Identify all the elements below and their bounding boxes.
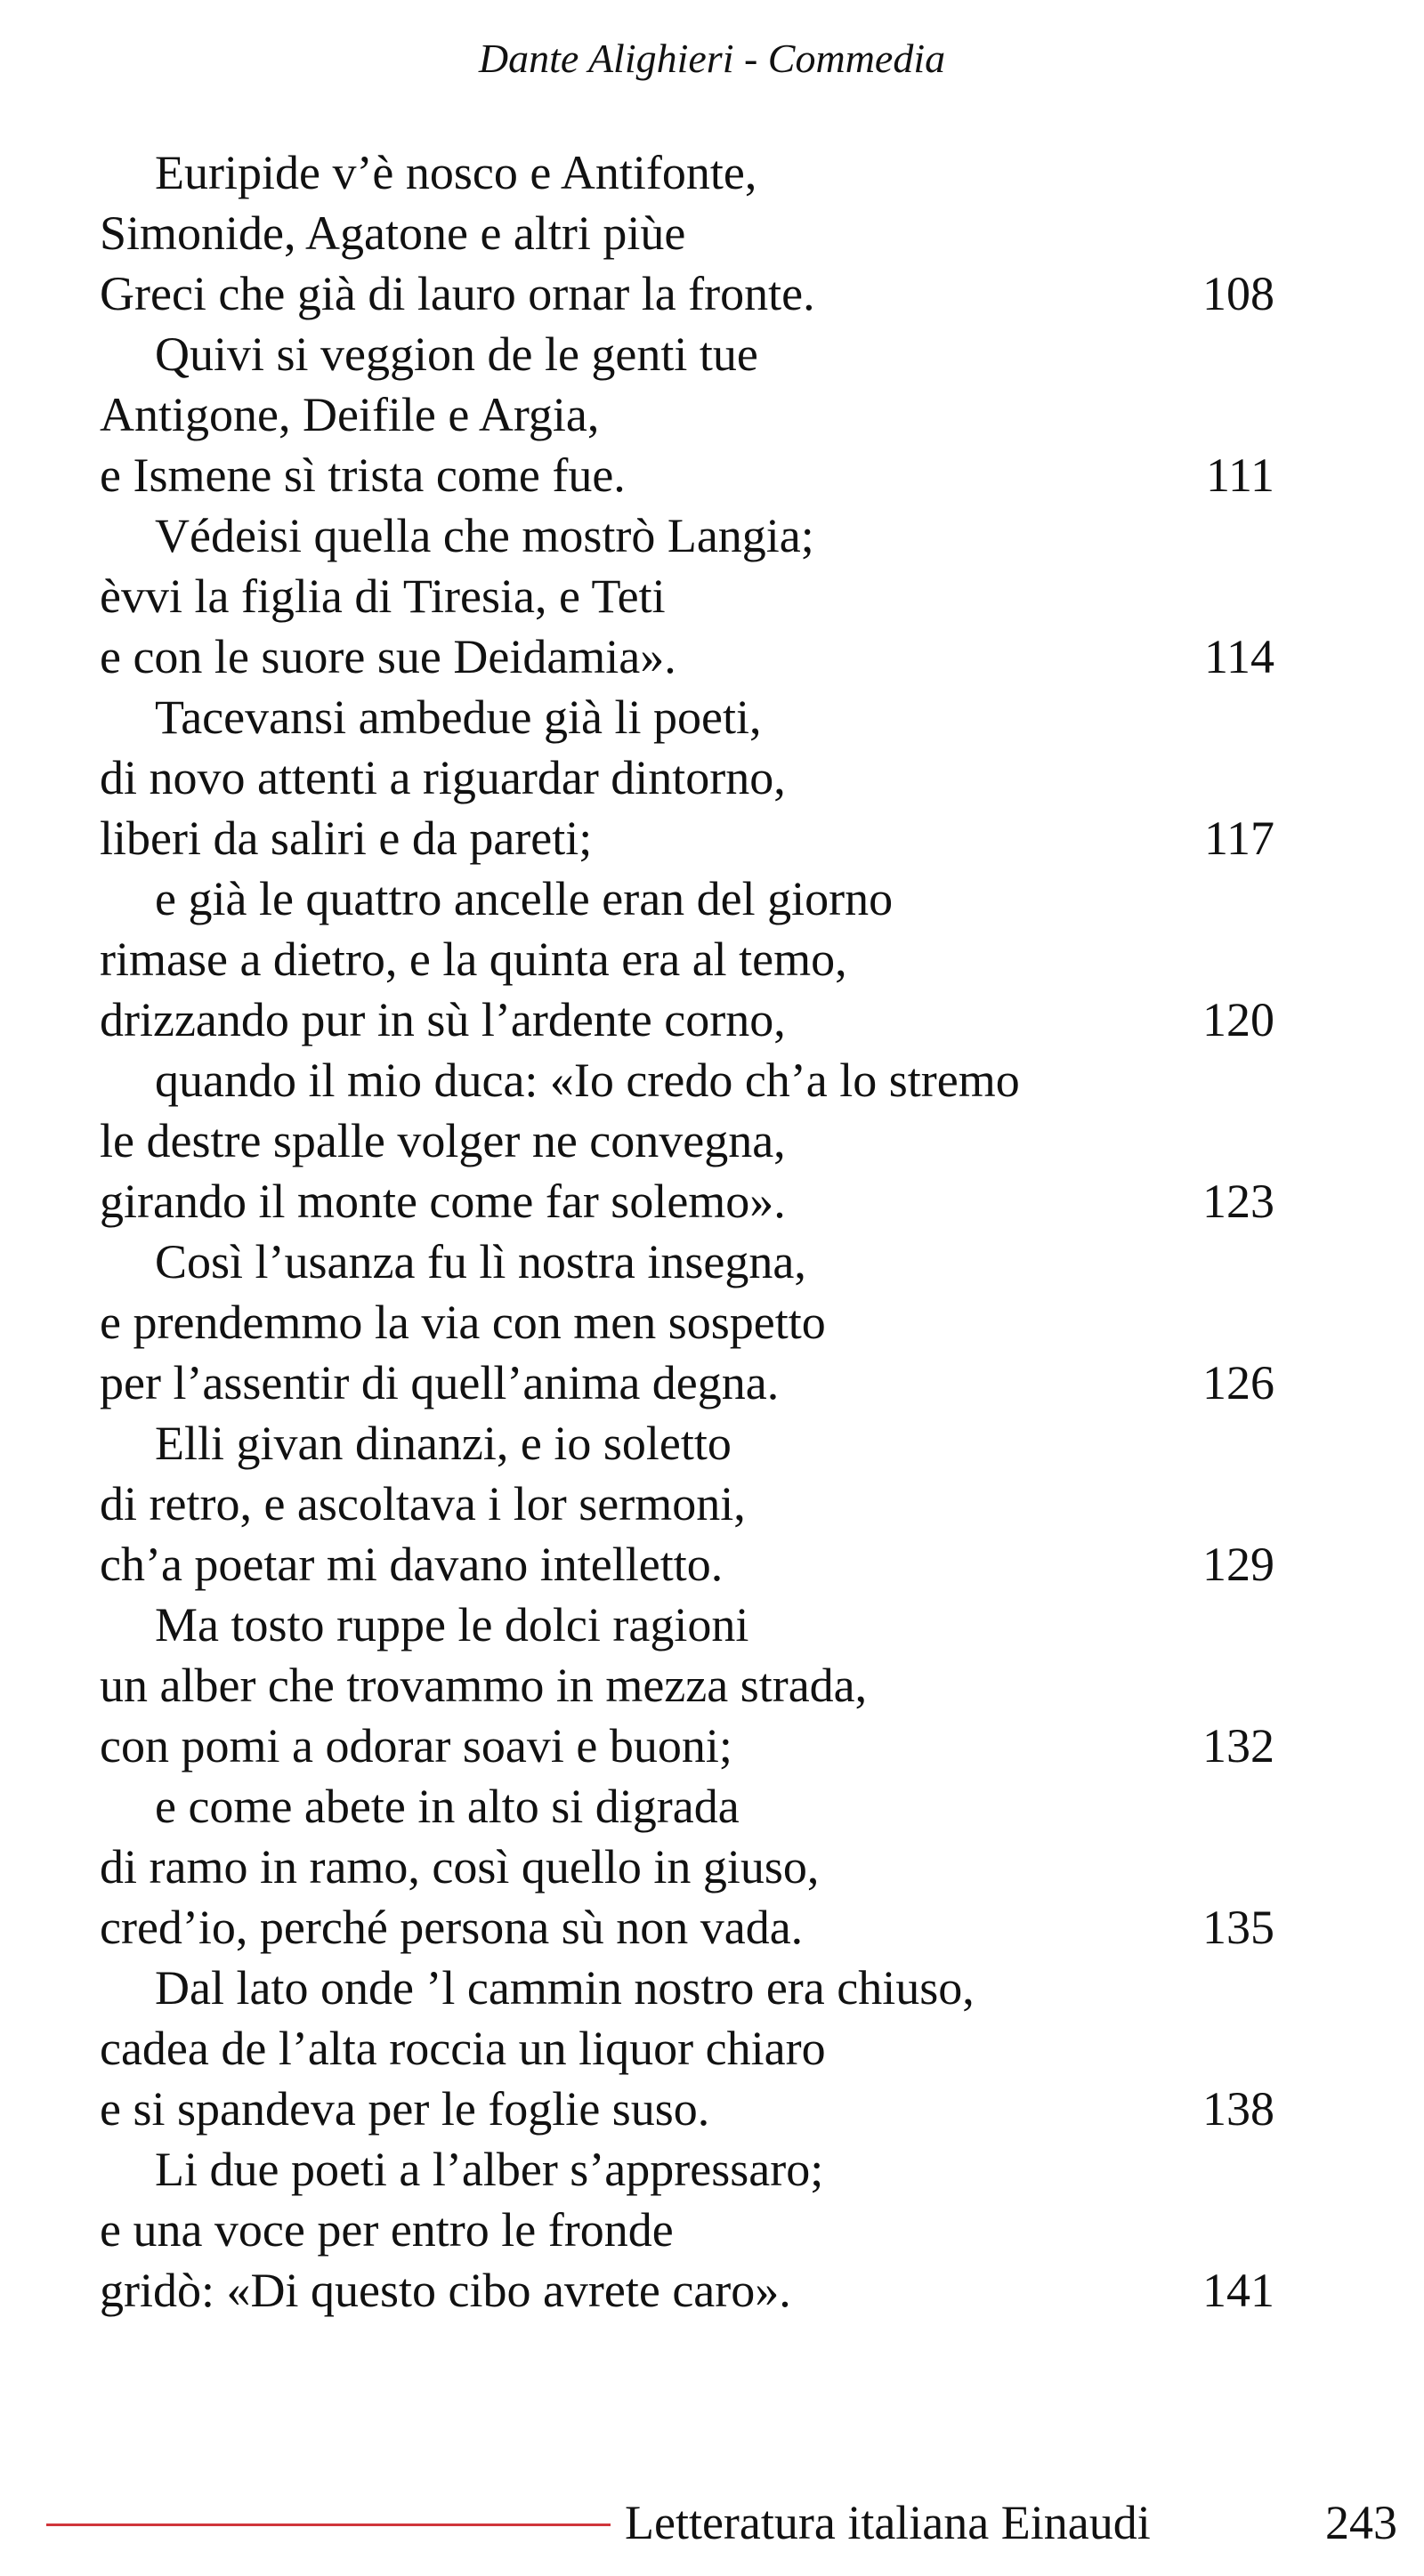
line-number: 123 [1202,1175,1274,1228]
verse-line [100,1110,1274,1171]
line-number: 135 [1202,1901,1274,1954]
publisher-name: Letteratura italiana Einaudi [625,2496,1151,2549]
verse-text: Védeisi quella che mostrò Langia; [155,509,814,562]
verse-text: rimase a dietro, e la quinta era al temo, [100,933,847,986]
verse-text: di novo attenti a riguardar dintorno, [100,751,786,804]
tercet [100,1231,1274,1413]
verse-text: Tacevansi ambedue già li poeti, [155,690,762,744]
tercet [100,687,1274,868]
verse-text: Simonide, Agatone e altri piùe [100,206,686,260]
verse-line [100,1716,1274,1776]
verse-text: Elli givan dinanzi, e io soletto [155,1417,732,1470]
verse-line [100,989,1274,1050]
verse-line [100,324,1274,384]
verse-line [100,687,1274,747]
verse-text: liberi da saliri e da pareti; [100,812,593,865]
verse-line [100,263,1274,324]
verse-text: Quivi si veggion de le genti tue [155,327,758,381]
line-number: 111 [1206,448,1274,502]
verse-line [100,1292,1274,1353]
verse-line [100,929,1274,989]
line-number: 141 [1202,2264,1274,2317]
verse-text: con pomi a odorar soavi e buoni; [100,1719,732,1773]
verse-line [100,2079,1274,2139]
tercet [100,1050,1274,1231]
verse-text: Antigone, Deifile e Argia, [100,388,600,441]
verse-line [100,2200,1274,2260]
tercet [100,1958,1274,2139]
footer-rule [46,2524,611,2526]
verse-text: èvvi la figlia di Tiresia, e Teti [100,569,666,623]
tercet [100,1595,1274,1776]
verse-line [100,2018,1274,2079]
running-title: Dante Alighieri - Commedia [478,36,946,81]
verse-line [100,747,1274,808]
verse-line [100,1897,1274,1958]
verse-text: e una voce per entro le fronde [100,2203,674,2257]
line-number: 120 [1202,993,1274,1046]
tercet [100,142,1274,324]
verse-text: Ma tosto ruppe le dolci ragioni [155,1598,749,1651]
verse-line [100,1595,1274,1655]
verse-text: Euripide v’è nosco e Antifonte, [155,146,757,199]
verse-text: per l’assentir di quell’anima degna. [100,1356,780,1409]
line-number: 129 [1202,1538,1274,1591]
line-number: 126 [1202,1356,1274,1409]
verse-line [100,445,1274,505]
verse-text: quando il mio duca: «Io credo ch’a lo stremo [155,1054,1020,1107]
running-header [0,32,1424,85]
verse-line [100,203,1274,263]
verse-line [100,1655,1274,1716]
page-footer [0,2491,1424,2554]
verse-text: Greci che già di lauro ornar la fronte. [100,267,815,320]
verse-line [100,505,1274,566]
verse-line [100,868,1274,929]
verse-text: girando il monte come far solemo». [100,1175,786,1228]
verse-text: e già le quattro ancelle eran del giorno [155,872,894,925]
verse-line [100,2139,1274,2200]
verse-text: Li due poeti a l’alber s’appressaro; [155,2143,824,2196]
verse-line [100,1171,1274,1231]
tercet [100,324,1274,505]
verse-text: un alber che trovammo in mezza strada, [100,1659,868,1712]
verse-text: Così l’usanza fu lì nostra insegna, [155,1235,806,1288]
verse-line [100,1050,1274,1110]
verse-line [100,1958,1274,2018]
verse-text: gridò: «Di questo cibo avrete caro». [100,2264,791,2317]
page-number: 243 [1325,2496,1397,2549]
verse-text: e si spandeva per le foglie suso. [100,2082,710,2136]
verse-line [100,2260,1274,2321]
verse-text: ch’a poetar mi davano intelletto. [100,1538,724,1591]
verse-text: drizzando pur in sù l’ardente corno, [100,993,786,1046]
verse-text: e come abete in alto si digrada [155,1780,740,1833]
tercet [100,2139,1274,2321]
tercet [100,505,1274,687]
verse-line [100,1231,1274,1292]
verse-text: cadea de l’alta roccia un liquor chiaro [100,2022,826,2075]
verse-line [100,808,1274,868]
verse-line [100,1837,1274,1897]
verse-line [100,1534,1274,1595]
verse-line [100,142,1274,203]
verse-text: Dal lato onde ’l cammin nostro era chiuso, [155,1961,975,2015]
verse-text: e con le suore sue Deidamia». [100,630,676,683]
line-number: 138 [1202,2082,1274,2136]
verse-line [100,566,1274,626]
line-number: 117 [1204,812,1274,865]
verse-line [100,1353,1274,1413]
poem-text [100,142,1274,2321]
verse-text: cred’io, perché persona sù non vada. [100,1901,804,1954]
verse-line [100,626,1274,687]
verse-line [100,1413,1274,1474]
tercet [100,1776,1274,1958]
verse-line [100,1776,1274,1837]
line-number: 114 [1204,630,1274,683]
verse-text: di retro, e ascoltava i lor sermoni, [100,1477,746,1530]
line-number: 132 [1202,1719,1274,1773]
line-number: 108 [1202,267,1274,320]
tercet [100,868,1274,1050]
verse-text: le destre spalle volger ne convegna, [100,1114,786,1167]
verse-text: e prendemmo la via con men sospetto [100,1296,826,1349]
tercet [100,1413,1274,1595]
verse-line [100,384,1274,445]
verse-text: di ramo in ramo, così quello in giuso, [100,1840,820,1894]
verse-text: e Ismene sì trista come fue. [100,448,626,502]
verse-line [100,1474,1274,1534]
